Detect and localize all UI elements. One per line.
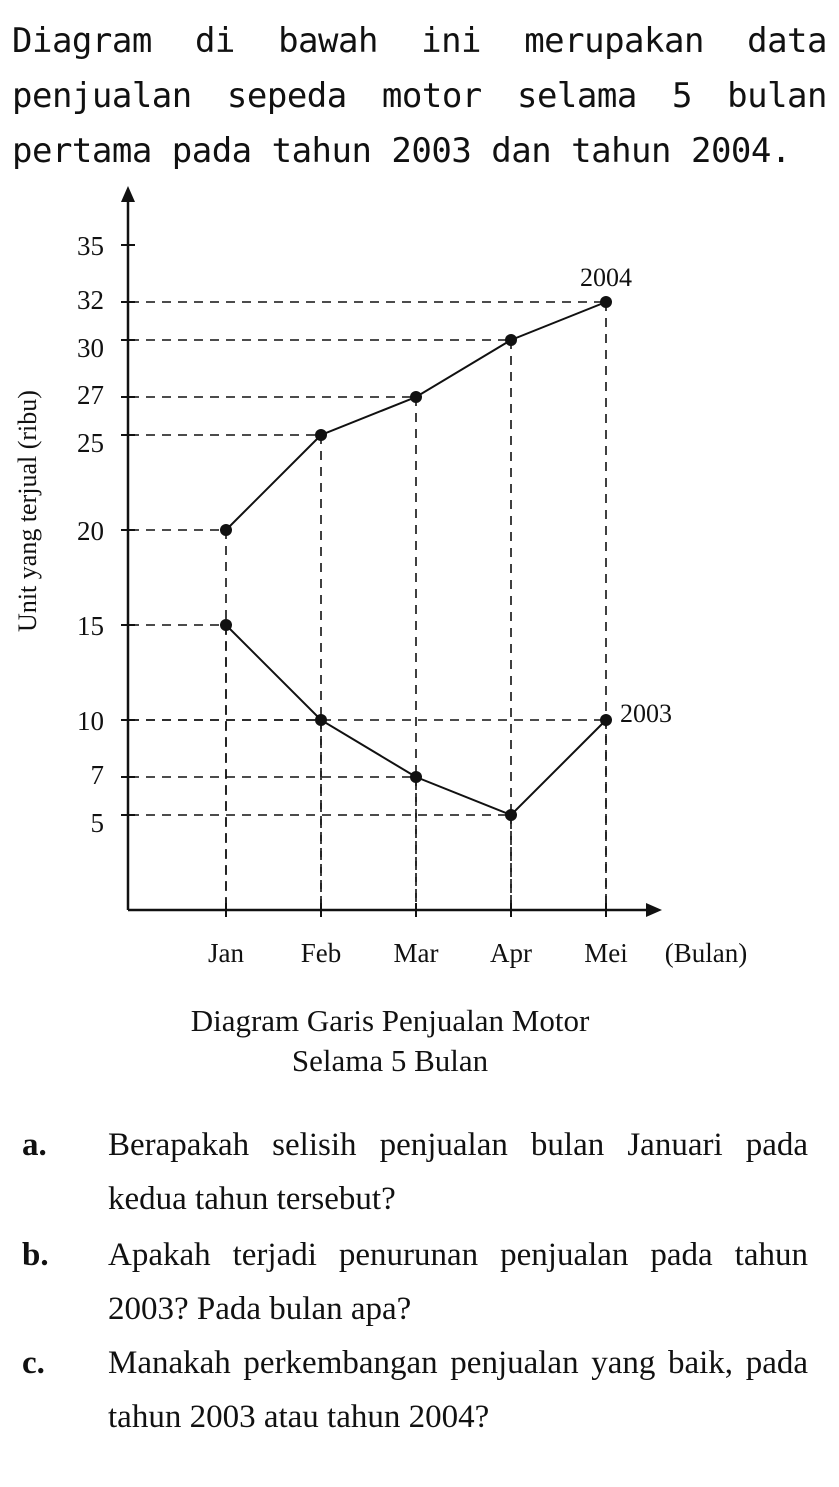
y-axis-arrow-icon: [121, 186, 135, 202]
chart-caption-line-2: Selama 5 Bulan: [291, 1043, 489, 1078]
y-tick-label: 30: [77, 333, 104, 363]
guide-lines: [130, 302, 606, 910]
question-letter: c.: [22, 1345, 45, 1381]
data-point-2003: [505, 809, 517, 821]
y-tick-label: 35: [77, 231, 104, 261]
data-point-2003: [600, 714, 612, 726]
series-label-2004: 2004: [580, 263, 632, 292]
y-tick-label: 20: [77, 516, 104, 546]
y-tick-label: 25: [77, 428, 104, 458]
series-label-2003: 2003: [620, 699, 672, 728]
y-tick-label: 27: [77, 380, 104, 410]
y-axis-label: Unit yang terjual (ribu): [13, 390, 42, 632]
x-tick-label: Mar: [393, 938, 439, 968]
axis-and-series-labels: [13, 263, 747, 968]
data-point-2003: [315, 714, 327, 726]
question-letter: a.: [22, 1127, 47, 1163]
data-point-2004: [600, 296, 612, 308]
chart-axes: [121, 186, 662, 917]
line-chart: [0, 170, 839, 990]
question-text: Berapakah selisih penjualan bulan Januari pada kedua tahun tersebut?: [108, 1127, 808, 1217]
chart-caption-line-1: Diagram Garis Penjualan Motor: [190, 1003, 590, 1038]
intro-text: Diagram di bawah ini merupakan data penjualan sepeda motor selama 5 bulan pertama pada tahun 2003 dan tahun 2004.: [12, 21, 827, 171]
question-text: Apakah terjadi penurunan penjualan pada tahun 2003? Pada bulan apa?: [108, 1237, 808, 1327]
question-letter: b.: [22, 1237, 49, 1273]
data-point-2003: [220, 619, 232, 631]
y-ticks: [77, 231, 135, 838]
data-point-2003: [410, 771, 422, 783]
y-tick-label: 7: [90, 760, 104, 790]
y-tick-label: 32: [77, 285, 104, 315]
x-tick-labels: [208, 903, 628, 968]
x-axis-label: (Bulan): [664, 938, 748, 968]
data-point-2004: [315, 429, 327, 441]
data-point-2004: [410, 391, 422, 403]
x-tick-label: Feb: [300, 938, 342, 968]
data-point-2004: [505, 334, 517, 346]
y-tick-label: 15: [77, 611, 104, 641]
x-tick-label: Apr: [490, 938, 532, 968]
x-tick-label: Jan: [208, 938, 244, 968]
y-tick-label: 5: [90, 808, 104, 838]
x-axis-arrow-icon: [646, 903, 662, 917]
x-tick-label: Mei: [584, 938, 628, 968]
y-tick-label: 10: [77, 706, 104, 736]
question-text: Manakah perkembangan penjualan yang baik, pada tahun 2003 atau tahun 2004?: [108, 1345, 808, 1435]
data-point-2004: [220, 524, 232, 536]
